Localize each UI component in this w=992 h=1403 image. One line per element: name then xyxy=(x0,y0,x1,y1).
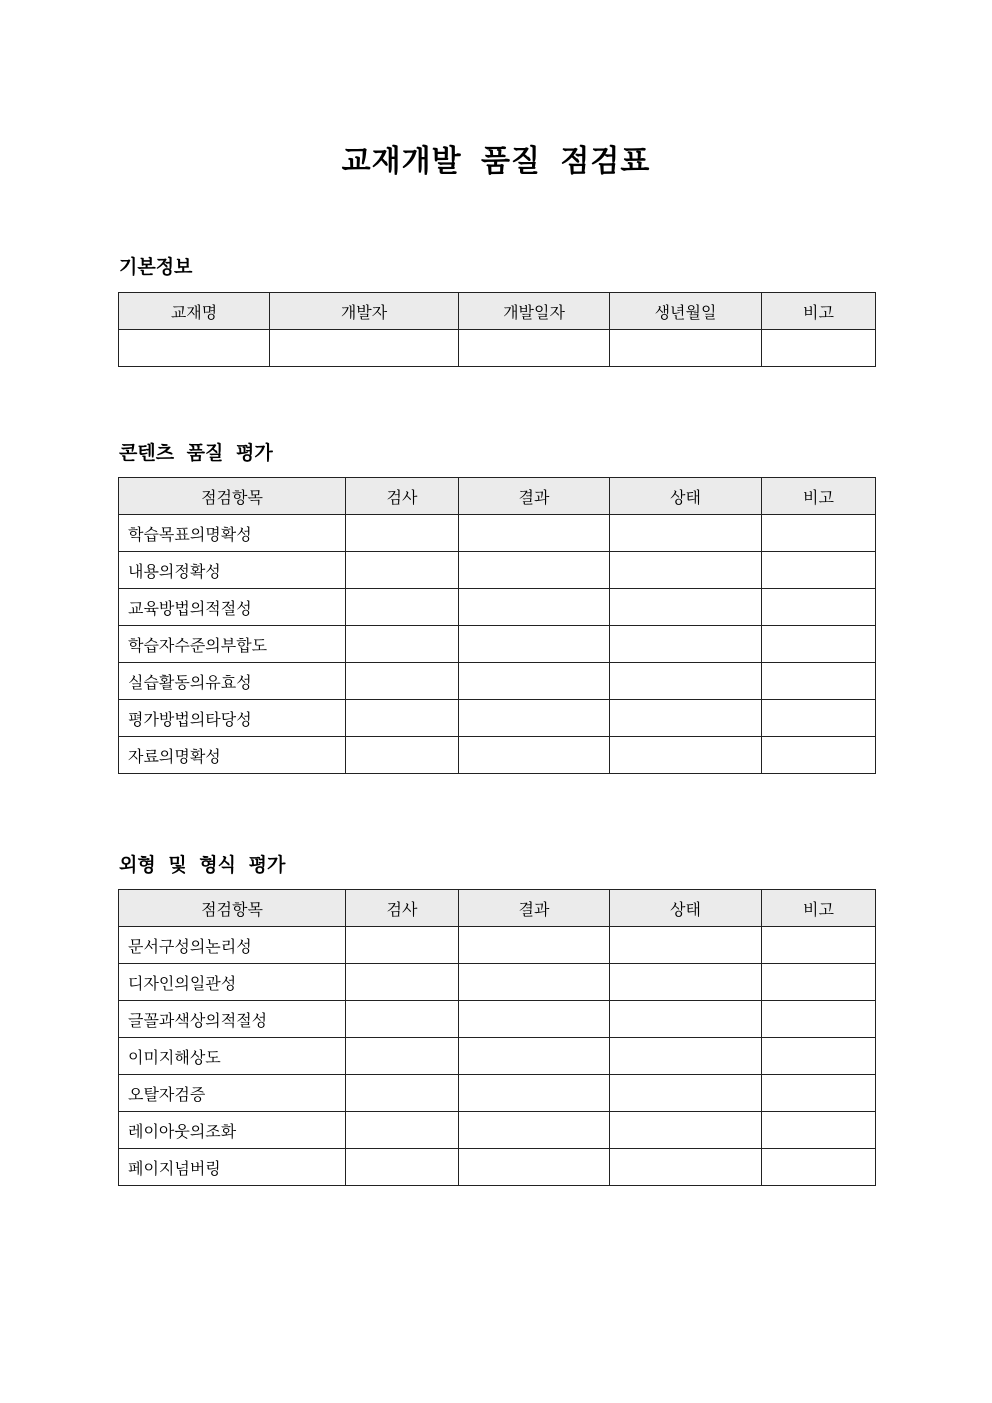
remarks-cell[interactable] xyxy=(762,1038,876,1075)
inspection-cell[interactable] xyxy=(346,1038,459,1075)
header-remarks: 비고 xyxy=(762,478,876,515)
content-quality-table xyxy=(118,477,876,774)
table-row xyxy=(119,1112,876,1149)
result-cell[interactable] xyxy=(459,1075,610,1112)
inspection-cell[interactable] xyxy=(346,737,459,774)
check-item-label: 디자인의일관성 xyxy=(119,964,346,1001)
textbook-name-cell[interactable] xyxy=(119,330,270,367)
status-cell[interactable] xyxy=(610,626,762,663)
table-row xyxy=(119,626,876,663)
format-quality-header-row xyxy=(119,890,876,927)
inspection-cell[interactable] xyxy=(346,515,459,552)
status-cell[interactable] xyxy=(610,663,762,700)
status-cell[interactable] xyxy=(610,964,762,1001)
inspection-cell[interactable] xyxy=(346,1149,459,1186)
check-item-label: 자료의명확성 xyxy=(119,737,346,774)
table-row xyxy=(119,589,876,626)
basic-info-table xyxy=(118,292,876,367)
table-row xyxy=(119,515,876,552)
header-remarks: 비고 xyxy=(762,293,876,330)
remarks-cell[interactable] xyxy=(762,1075,876,1112)
table-row xyxy=(119,1075,876,1112)
format-quality-table xyxy=(118,889,876,1186)
header-check-item: 점검항목 xyxy=(119,890,346,927)
inspection-cell[interactable] xyxy=(346,964,459,1001)
format-quality-heading: 외형 및 형식 평가 xyxy=(119,854,286,876)
check-item-label: 학습자수준의부합도 xyxy=(119,626,346,663)
result-cell[interactable] xyxy=(459,1001,610,1038)
remarks-cell[interactable] xyxy=(762,1001,876,1038)
status-cell[interactable] xyxy=(610,927,762,964)
check-item-label: 교육방법의적절성 xyxy=(119,589,346,626)
inspection-cell[interactable] xyxy=(346,589,459,626)
development-date-cell[interactable] xyxy=(459,330,610,367)
check-item-label: 평가방법의타당성 xyxy=(119,700,346,737)
status-cell[interactable] xyxy=(610,1001,762,1038)
result-cell[interactable] xyxy=(459,700,610,737)
check-item-label: 문서구성의논리성 xyxy=(119,927,346,964)
check-item-label: 레이아웃의조화 xyxy=(119,1112,346,1149)
header-remarks: 비고 xyxy=(762,890,876,927)
remarks-cell[interactable] xyxy=(762,330,876,367)
inspection-cell[interactable] xyxy=(346,700,459,737)
remarks-cell[interactable] xyxy=(762,700,876,737)
developer-cell[interactable] xyxy=(270,330,459,367)
table-row xyxy=(119,552,876,589)
result-cell[interactable] xyxy=(459,626,610,663)
status-cell[interactable] xyxy=(610,1112,762,1149)
remarks-cell[interactable] xyxy=(762,927,876,964)
inspection-cell[interactable] xyxy=(346,1112,459,1149)
check-item-label: 페이지넘버링 xyxy=(119,1149,346,1186)
table-row xyxy=(119,1038,876,1075)
status-cell[interactable] xyxy=(610,700,762,737)
remarks-cell[interactable] xyxy=(762,663,876,700)
table-row xyxy=(119,964,876,1001)
check-item-label: 실습활동의유효성 xyxy=(119,663,346,700)
result-cell[interactable] xyxy=(459,737,610,774)
header-inspection: 검사 xyxy=(346,890,459,927)
document-title: 교재개발 품질 점검표 xyxy=(341,144,651,179)
status-cell[interactable] xyxy=(610,552,762,589)
remarks-cell[interactable] xyxy=(762,552,876,589)
result-cell[interactable] xyxy=(459,1038,610,1075)
remarks-cell[interactable] xyxy=(762,1112,876,1149)
remarks-cell[interactable] xyxy=(762,737,876,774)
inspection-cell[interactable] xyxy=(346,663,459,700)
status-cell[interactable] xyxy=(610,589,762,626)
inspection-cell[interactable] xyxy=(346,626,459,663)
remarks-cell[interactable] xyxy=(762,515,876,552)
result-cell[interactable] xyxy=(459,927,610,964)
header-status: 상태 xyxy=(610,478,762,515)
result-cell[interactable] xyxy=(459,1112,610,1149)
inspection-cell[interactable] xyxy=(346,927,459,964)
content-quality-header-row xyxy=(119,478,876,515)
birth-date-cell[interactable] xyxy=(610,330,762,367)
remarks-cell[interactable] xyxy=(762,964,876,1001)
inspection-cell[interactable] xyxy=(346,552,459,589)
remarks-cell[interactable] xyxy=(762,1149,876,1186)
check-item-label: 이미지해상도 xyxy=(119,1038,346,1075)
check-item-label: 글꼴과색상의적절성 xyxy=(119,1001,346,1038)
table-row xyxy=(119,927,876,964)
table-row xyxy=(119,1149,876,1186)
remarks-cell[interactable] xyxy=(762,589,876,626)
header-inspection: 검사 xyxy=(346,478,459,515)
status-cell[interactable] xyxy=(610,515,762,552)
result-cell[interactable] xyxy=(459,964,610,1001)
status-cell[interactable] xyxy=(610,1149,762,1186)
basic-info-header-row xyxy=(119,293,876,330)
header-result: 결과 xyxy=(459,478,610,515)
result-cell[interactable] xyxy=(459,1149,610,1186)
status-cell[interactable] xyxy=(610,1038,762,1075)
header-developer: 개발자 xyxy=(270,293,459,330)
header-birth-date: 생년월일 xyxy=(610,293,762,330)
check-item-label: 오탈자검증 xyxy=(119,1075,346,1112)
header-textbook-name: 교재명 xyxy=(119,293,270,330)
check-item-label: 내용의정확성 xyxy=(119,552,346,589)
result-cell[interactable] xyxy=(459,589,610,626)
result-cell[interactable] xyxy=(459,552,610,589)
inspection-cell[interactable] xyxy=(346,1075,459,1112)
result-cell[interactable] xyxy=(459,663,610,700)
table-row xyxy=(119,663,876,700)
remarks-cell[interactable] xyxy=(762,626,876,663)
table-row xyxy=(119,737,876,774)
header-result: 결과 xyxy=(459,890,610,927)
table-row xyxy=(119,1001,876,1038)
header-status: 상태 xyxy=(610,890,762,927)
inspection-cell[interactable] xyxy=(346,1001,459,1038)
status-cell[interactable] xyxy=(610,1075,762,1112)
status-cell[interactable] xyxy=(610,737,762,774)
table-row xyxy=(119,700,876,737)
header-check-item: 점검항목 xyxy=(119,478,346,515)
header-development-date: 개발일자 xyxy=(459,293,610,330)
content-quality-heading: 콘텐츠 품질 평가 xyxy=(119,442,273,464)
basic-info-data-row xyxy=(119,330,876,367)
basic-info-heading: 기본정보 xyxy=(119,256,193,278)
result-cell[interactable] xyxy=(459,515,610,552)
check-item-label: 학습목표의명확성 xyxy=(119,515,346,552)
